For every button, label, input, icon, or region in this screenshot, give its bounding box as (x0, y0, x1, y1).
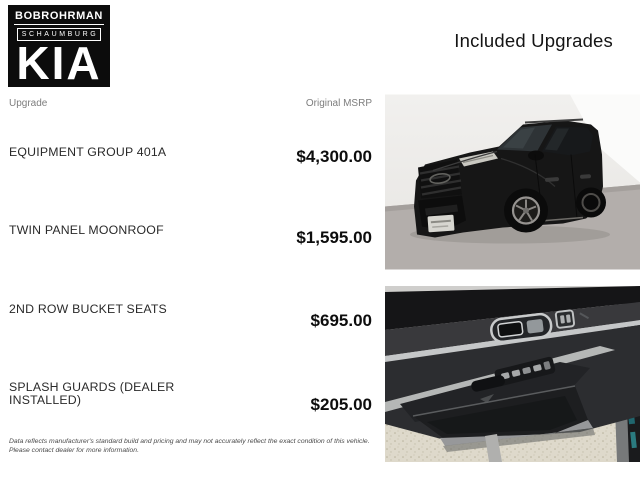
upgrade-price: $695.00 (310, 311, 372, 330)
dealer-logo (8, 5, 110, 87)
disclaimer-text (9, 437, 370, 455)
vehicle-exterior-photo[interactable] (385, 94, 640, 270)
disclaimer-line-1: Data reflects manufacturer's standard build and pricing and may not accurately reflect the exact condition of this vehicle. (9, 438, 370, 445)
dealer-location-text: SCHAUMBURG (17, 28, 102, 41)
vehicle-door-interior-photo[interactable] (385, 286, 640, 462)
upgrade-price: $4,300.00 (296, 147, 372, 166)
disclaimer-line-2: Please contact dealer for more information. (9, 447, 139, 455)
dealer-name-text: BOBROHRMAN (14, 11, 104, 25)
upgrade-price: $1,595.00 (296, 228, 372, 247)
vehicle-exterior-illustration (385, 94, 640, 270)
upgrade-name: 2ND ROW BUCKET SEATS (9, 302, 167, 316)
upgrade-name: SPLASH GUARDS (DEALER INSTALLED) (9, 380, 175, 407)
column-header-original-msrp: Original MSRP (305, 98, 372, 109)
vehicle-door-illustration (385, 286, 640, 462)
brand-text: KIA (16, 36, 102, 89)
column-header-upgrade: Upgrade (9, 98, 48, 109)
page-title: Included Upgrades (454, 30, 613, 51)
upgrade-name: EQUIPMENT GROUP 401A (9, 145, 167, 159)
upgrade-price: $205.00 (310, 395, 372, 414)
upgrade-name: TWIN PANEL MOONROOF (9, 223, 164, 237)
